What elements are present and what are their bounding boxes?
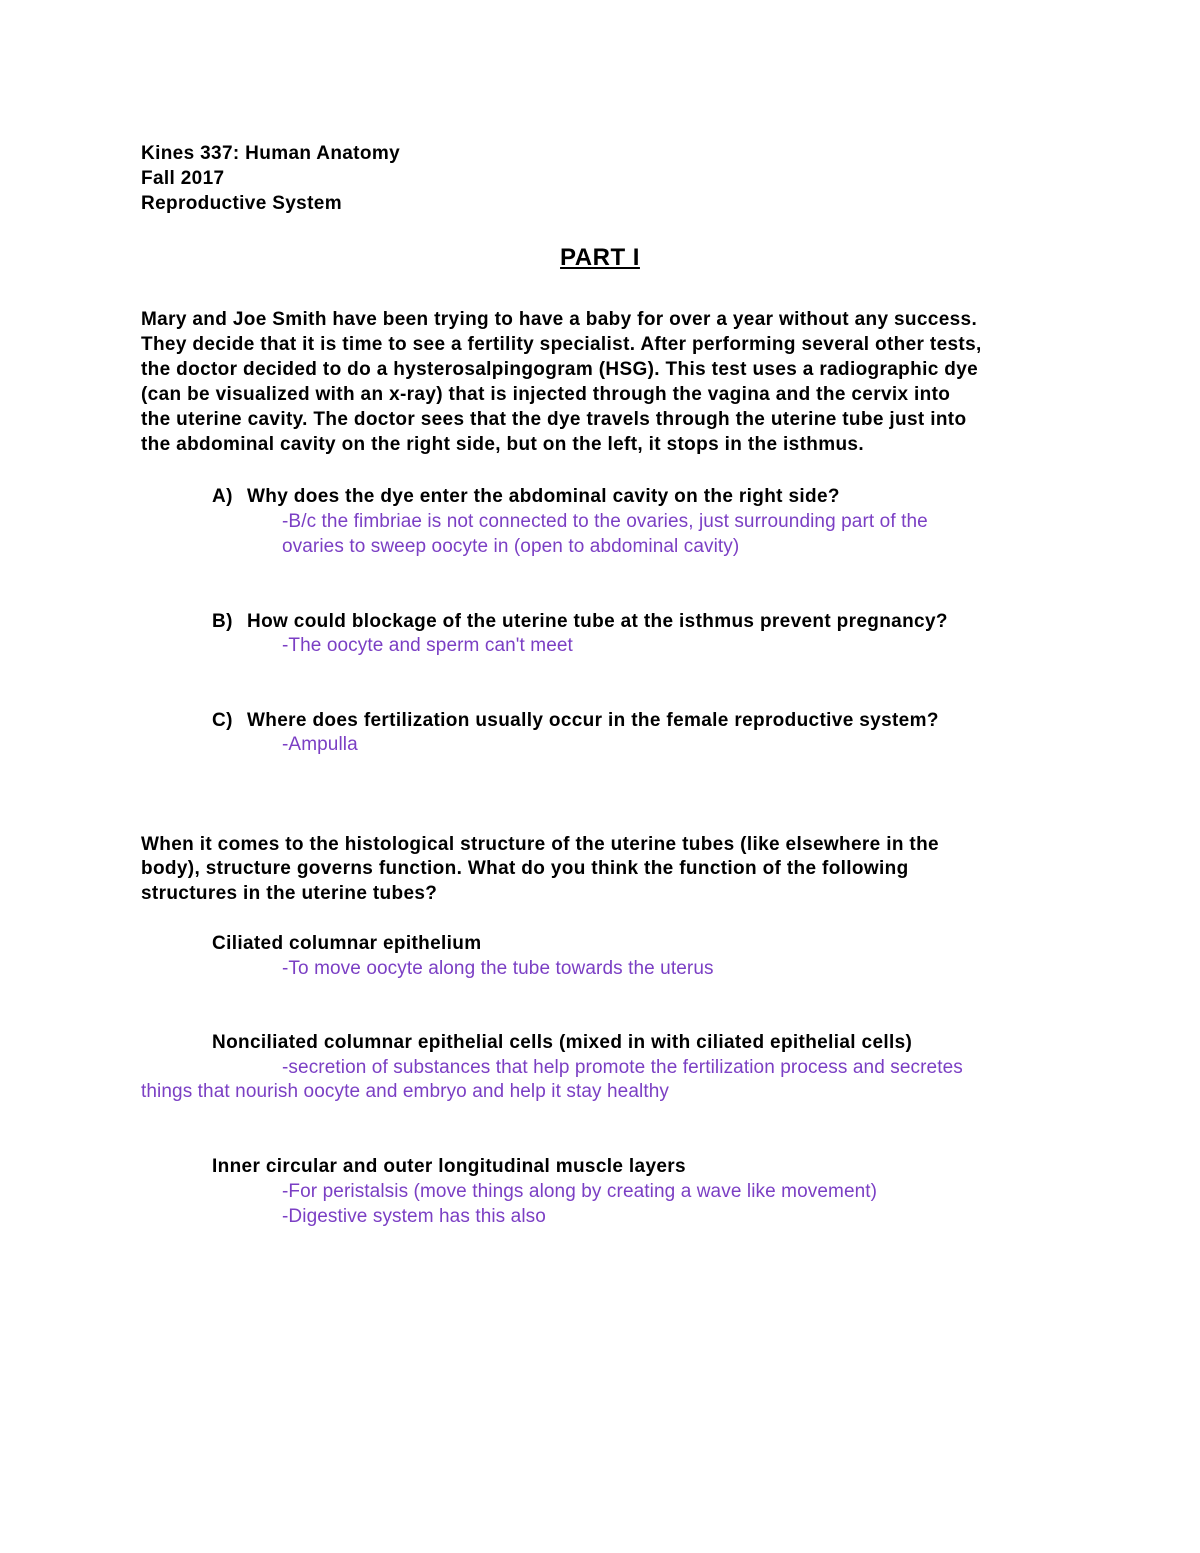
structure-title: Ciliated columnar epithelium [212,933,482,954]
question-letter: A) [212,486,233,507]
scenario-line: the uterine cavity. The doctor sees that the dye travels through the uterine tube just into [141,409,967,430]
question-text: Why does the dye enter the abdominal cavity on the right side? [247,486,840,507]
intro-line: body), structure governs function. What do you think the function of the following [141,858,909,879]
intro-line: When it comes to the histological structure of the uterine tubes (like elsewhere in the [141,834,939,855]
scenario-line: the doctor decided to do a hysterosalpingogram (HSG). This test uses a radiographic dye [141,359,979,380]
structure-title: Inner circular and outer longitudinal muscle layers [212,1156,686,1177]
question-prompt [212,609,1112,634]
topic-label: Reproductive System [141,193,342,214]
term-label: Fall 2017 [141,168,225,189]
structure-title: Nonciliated columnar epithelial cells (mixed in with ciliated epithelial cells) [212,1032,913,1053]
question-text: How could blockage of the uterine tube at the isthmus prevent pregnancy? [247,611,948,632]
answer-line: -To move oocyte along the tube towards the uterus [282,958,714,979]
answer-line: -For peristalsis (move things along by creating a wave like movement) [282,1181,878,1202]
scenario-line: the abdominal cavity on the right side, but on the left, it stops in the isthmus. [141,434,864,455]
question-letter: C) [212,710,233,731]
answer-line: -secretion of substances that help promote the fertilization process and secretes [282,1057,963,1078]
question-text: Where does fertilization usually occur in the female reproductive system? [247,710,939,731]
question-prompt [212,484,1112,509]
intro-line: structures in the uterine tubes? [141,883,438,904]
answer-line: -Ampulla [282,734,358,755]
question-prompt [212,708,1112,733]
scenario-line: (can be visualized with an x-ray) that is injected through the vagina and the cervix into [141,384,951,405]
answer-line: -The oocyte and sperm can't meet [282,635,573,656]
scenario-line: They decide that it is time to see a fertility specialist. After performing several other tests, [141,334,982,355]
scenario-line: Mary and Joe Smith have been trying to have a baby for over a year without any success. [141,309,978,330]
part-heading: PART I [560,244,640,271]
answer-line: things that nourish oocyte and embryo and help it stay healthy [141,1081,669,1102]
answer-line: ovaries to sweep oocyte in (open to abdominal cavity) [282,536,740,557]
course-title: Kines 337: Human Anatomy [141,143,400,164]
question-letter: B) [212,611,233,632]
answer-line: -B/c the fimbriae is not connected to the ovaries, just surrounding part of the [282,511,928,532]
answer-line: -Digestive system has this also [282,1206,546,1227]
